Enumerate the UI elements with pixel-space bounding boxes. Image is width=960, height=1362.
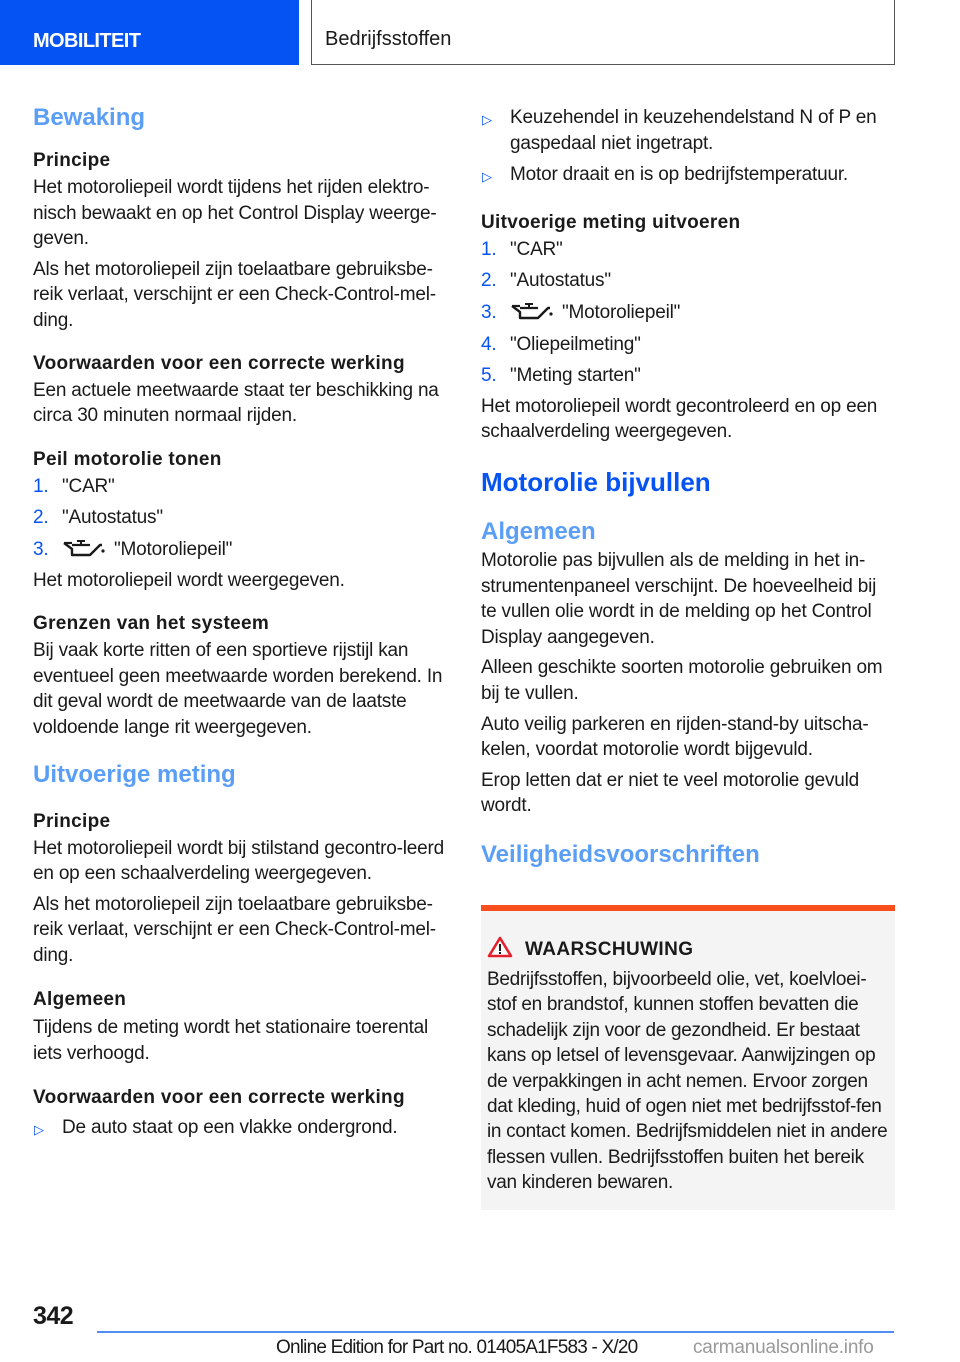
step-text: "CAR": [510, 238, 563, 260]
step-text: "Meting starten": [510, 365, 641, 387]
list-item: [481, 300, 896, 326]
steps-list: [481, 237, 896, 389]
triangle-bullet-icon: ▷: [482, 112, 492, 127]
list-item: [481, 162, 896, 188]
step-number: 1.: [481, 238, 497, 260]
paragraph: Motorolie pas bijvullen als de melding in het in-strumentenpaneel verschijnt. De hoeveelheid bij te vullen olie wordt in de melding op het Control Display aangegeven.: [481, 549, 877, 648]
oil-can-icon: [62, 539, 106, 557]
bullet-text: De auto staat op een vlakke ondergrond.: [62, 1116, 398, 1138]
step-text: "Motoroliepeil": [114, 538, 233, 560]
paragraph: Het motoroliepeil wordt weergegeven.: [33, 569, 345, 591]
paragraph: Bij vaak korte ritten of een sportieve rijstijl kan eventueel geen meetwaarde worden berekend. In dit geval wordt de meetwaarde van de laatste voldoende lange rit weergegeven.: [33, 640, 443, 738]
paragraph: Erop letten dat er niet te veel motorolie gevuld wordt.: [481, 769, 860, 817]
heading-principe: Principe: [33, 150, 111, 171]
list-item: [33, 474, 453, 500]
list-item: [481, 105, 896, 156]
paragraph: Een actuele meetwaarde staat ter beschikking na circa 30 minuten normaal rijden.: [33, 379, 439, 427]
heading-peil-tonen: Peil motorolie tonen: [33, 448, 222, 470]
step-number: 2.: [481, 270, 497, 292]
bullet-text: Motor draait en is op bedrijfstemperatuur.: [510, 164, 848, 186]
list-item: [481, 332, 896, 358]
right-column: [481, 100, 896, 869]
list-item: [33, 1115, 453, 1141]
warning-box: [481, 905, 895, 1210]
heading-uitvoerige-meting: Uitvoerige meting: [33, 760, 236, 788]
paragraph: Het motoroliepeil wordt gecontroleerd en op een schaalverdeling weergegeven.: [481, 395, 878, 443]
step-text: "CAR": [62, 475, 115, 497]
paragraph: Tijdens de meting wordt het stationaire toerental iets verhoogd.: [33, 1017, 429, 1065]
step-text: "Autostatus": [62, 507, 163, 529]
left-column: [33, 100, 453, 1140]
paragraph: Het motoroliepeil wordt tijdens het rijden elektro-nisch bewaakt en op het Control Display weerge-geven.: [33, 177, 437, 250]
section-tab: [0, 0, 299, 65]
list-item: [481, 237, 896, 263]
heading-bewaking: Bewaking: [33, 104, 146, 131]
step-number: 2.: [33, 507, 49, 529]
step-number: 3.: [33, 538, 49, 560]
steps-list: [33, 474, 453, 563]
list-item: [33, 505, 453, 531]
page-number: 342: [33, 1302, 74, 1330]
chapter-title: Bedrijfsstoffen: [325, 28, 452, 50]
warning-title: [487, 936, 693, 961]
edition-text: Online Edition for Part no. 01405A1F583 - X/20: [276, 1337, 638, 1358]
list-item: [33, 537, 453, 563]
step-text: "Autostatus": [510, 270, 611, 292]
list-item: [481, 268, 896, 294]
heading-algemeen: Algemeen: [481, 517, 596, 545]
step-text: "Oliepeilmeting": [510, 333, 641, 355]
footer-divider: [97, 1331, 894, 1333]
list-item: [481, 363, 896, 389]
warning-title-text: WAARSCHUWING: [525, 939, 694, 960]
triangle-bullet-icon: ▷: [482, 169, 492, 185]
warning-triangle-icon: [487, 936, 513, 958]
section-label: MOBILITEIT: [33, 30, 141, 52]
paragraph: Het motoroliepeil wordt bij stilstand gecontro-leerd en op een schaalverdeling weergegeven.: [33, 837, 444, 885]
step-number: 1.: [33, 475, 49, 497]
heading-motorolie-bijvullen: Motorolie bijvullen: [481, 466, 711, 497]
heading-veiligheidsvoorschriften: Veiligheidsvoorschriften: [481, 840, 760, 868]
watermark: carmanualsonline.info: [693, 1337, 874, 1358]
oil-can-icon: [510, 302, 554, 320]
chapter-header: [311, 0, 895, 65]
bullet-text: Keuzehendel in keuzehendelstand N of P en gaspedaal niet ingetrapt.: [510, 107, 877, 154]
paragraph: Als het motoroliepeil zijn toelaatbare gebruiksbe-reik verlaat, verschijnt er een Check-Control-mel-ding.: [33, 258, 436, 331]
heading-grenzen: Grenzen van het systeem: [33, 613, 270, 635]
heading-algemeen: Algemeen: [33, 989, 127, 1011]
paragraph: Auto veilig parkeren en rijden-stand-by uitscha-kelen, voordat motorolie wordt bijgevuld.: [481, 713, 869, 761]
heading-voorwaarden: Voorwaarden voor een correcte werking: [33, 1086, 405, 1108]
paragraph: Alleen geschikte soorten motorolie gebruiken om bij te vullen.: [481, 657, 883, 704]
step-number: 3.: [481, 301, 497, 323]
heading-principe: Principe: [33, 810, 111, 832]
step-number: 5.: [481, 365, 497, 387]
heading-uitvoeren: Uitvoerige meting uitvoeren: [481, 211, 741, 233]
paragraph: Als het motoroliepeil zijn toelaatbare gebruiksbe-reik verlaat, verschijnt er een Check-Control-mel-ding.: [33, 893, 436, 966]
step-number: 4.: [481, 333, 497, 355]
heading-voorwaarden: Voorwaarden voor een correcte werking: [33, 352, 405, 374]
triangle-bullet-icon: ▷: [34, 1121, 44, 1137]
step-text: "Motoroliepeil": [562, 301, 681, 323]
warning-body: Bedrijfsstoffen, bijvoorbeeld olie, vet, koelvloei-stof en brandstof, kunnen stoffen bevatten die schadelijk zijn voor de gezondheid. Er bestaat kans op letsel of levensgevaar. Aanwijzingen op de verpakkingen in acht nemen. Ervoor zorgen dat kleding, huid of ogen niet met bedrijfsstof-fen in contact komen. Bedrijfsmiddelen niet in andere flessen vullen. Bedrijfsstoffen buiten het bereik van kinderen bewaren.: [487, 969, 888, 1194]
